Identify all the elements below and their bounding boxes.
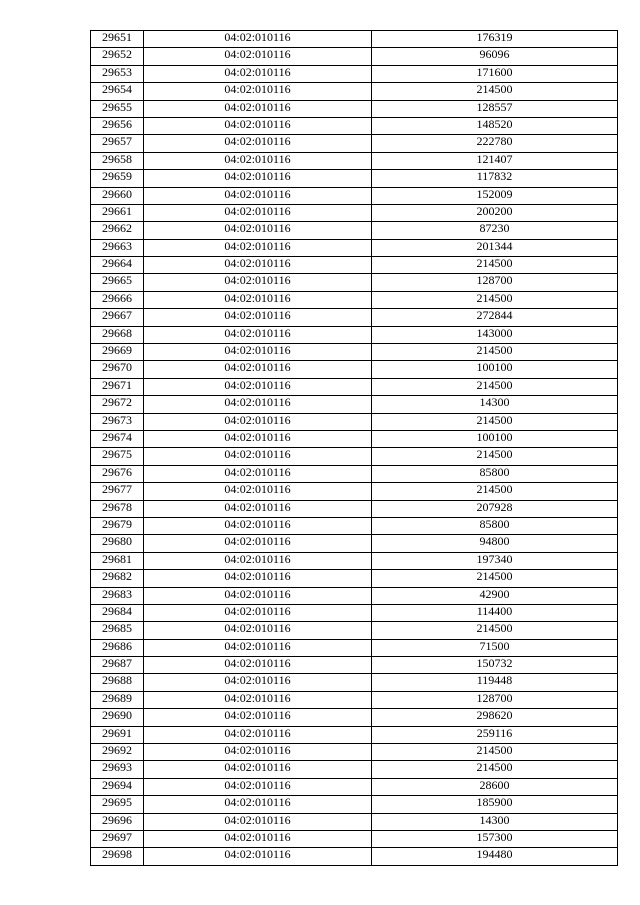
value-cell: 100100 bbox=[372, 430, 618, 447]
cadastral-code-cell: 04:02:010116 bbox=[144, 622, 372, 639]
cadastral-code-cell: 04:02:010116 bbox=[144, 117, 372, 134]
cadastral-code-cell: 04:02:010116 bbox=[144, 257, 372, 274]
cadastral-code-cell: 04:02:010116 bbox=[144, 222, 372, 239]
cadastral-code-cell: 04:02:010116 bbox=[144, 778, 372, 795]
cadastral-code-cell: 04:02:010116 bbox=[144, 587, 372, 604]
row-number-cell: 29695 bbox=[91, 796, 144, 813]
value-cell: 28600 bbox=[372, 778, 618, 795]
cadastral-code-cell: 04:02:010116 bbox=[144, 204, 372, 221]
table-row bbox=[91, 344, 618, 361]
cadastral-code-cell: 04:02:010116 bbox=[144, 848, 372, 865]
cadastral-code-cell: 04:02:010116 bbox=[144, 465, 372, 482]
value-cell: 214500 bbox=[372, 257, 618, 274]
value-cell: 214500 bbox=[372, 448, 618, 465]
cadastral-code-cell: 04:02:010116 bbox=[144, 170, 372, 187]
row-number-cell: 29692 bbox=[91, 744, 144, 761]
row-number-cell: 29676 bbox=[91, 465, 144, 482]
cadastral-code-cell: 04:02:010116 bbox=[144, 552, 372, 569]
table-row bbox=[91, 83, 618, 100]
cadastral-code-cell: 04:02:010116 bbox=[144, 291, 372, 308]
table-row bbox=[91, 604, 618, 621]
table-row bbox=[91, 483, 618, 500]
cadastral-code-cell: 04:02:010116 bbox=[144, 361, 372, 378]
cadastral-code-cell: 04:02:010116 bbox=[144, 430, 372, 447]
row-number-cell: 29678 bbox=[91, 500, 144, 517]
row-number-cell: 29653 bbox=[91, 65, 144, 82]
row-number-cell: 29654 bbox=[91, 83, 144, 100]
cadastral-code-cell: 04:02:010116 bbox=[144, 100, 372, 117]
value-cell: 71500 bbox=[372, 639, 618, 656]
value-cell: 185900 bbox=[372, 796, 618, 813]
table-row bbox=[91, 413, 618, 430]
cadastral-code-cell: 04:02:010116 bbox=[144, 483, 372, 500]
value-cell: 197340 bbox=[372, 552, 618, 569]
value-cell: 214500 bbox=[372, 378, 618, 395]
table-row bbox=[91, 430, 618, 447]
row-number-cell: 29670 bbox=[91, 361, 144, 378]
row-number-cell: 29658 bbox=[91, 152, 144, 169]
value-cell: 171600 bbox=[372, 65, 618, 82]
row-number-cell: 29683 bbox=[91, 587, 144, 604]
cadastral-code-cell: 04:02:010116 bbox=[144, 500, 372, 517]
value-cell: 128700 bbox=[372, 274, 618, 291]
table-row bbox=[91, 65, 618, 82]
table-row bbox=[91, 361, 618, 378]
row-number-cell: 29651 bbox=[91, 31, 144, 48]
records-table-body bbox=[91, 31, 618, 866]
cadastral-code-cell: 04:02:010116 bbox=[144, 796, 372, 813]
cadastral-code-cell: 04:02:010116 bbox=[144, 535, 372, 552]
value-cell: 157300 bbox=[372, 830, 618, 847]
row-number-cell: 29667 bbox=[91, 309, 144, 326]
cadastral-code-cell: 04:02:010116 bbox=[144, 570, 372, 587]
row-number-cell: 29660 bbox=[91, 187, 144, 204]
table-row bbox=[91, 239, 618, 256]
row-number-cell: 29668 bbox=[91, 326, 144, 343]
cadastral-code-cell: 04:02:010116 bbox=[144, 344, 372, 361]
value-cell: 114400 bbox=[372, 604, 618, 621]
value-cell: 128557 bbox=[372, 100, 618, 117]
table-row bbox=[91, 639, 618, 656]
row-number-cell: 29663 bbox=[91, 239, 144, 256]
row-number-cell: 29674 bbox=[91, 430, 144, 447]
cadastral-code-cell: 04:02:010116 bbox=[144, 135, 372, 152]
value-cell: 272844 bbox=[372, 309, 618, 326]
cadastral-code-cell: 04:02:010116 bbox=[144, 378, 372, 395]
row-number-cell: 29669 bbox=[91, 344, 144, 361]
value-cell: 143000 bbox=[372, 326, 618, 343]
cadastral-code-cell: 04:02:010116 bbox=[144, 83, 372, 100]
cadastral-code-cell: 04:02:010116 bbox=[144, 726, 372, 743]
row-number-cell: 29697 bbox=[91, 830, 144, 847]
value-cell: 214500 bbox=[372, 291, 618, 308]
table-row bbox=[91, 517, 618, 534]
table-row bbox=[91, 222, 618, 239]
value-cell: 214500 bbox=[372, 483, 618, 500]
cadastral-code-cell: 04:02:010116 bbox=[144, 274, 372, 291]
value-cell: 207928 bbox=[372, 500, 618, 517]
value-cell: 85800 bbox=[372, 517, 618, 534]
value-cell: 214500 bbox=[372, 761, 618, 778]
cadastral-code-cell: 04:02:010116 bbox=[144, 239, 372, 256]
row-number-cell: 29671 bbox=[91, 378, 144, 395]
row-number-cell: 29659 bbox=[91, 170, 144, 187]
table-row bbox=[91, 535, 618, 552]
row-number-cell: 29665 bbox=[91, 274, 144, 291]
value-cell: 119448 bbox=[372, 674, 618, 691]
table-row bbox=[91, 726, 618, 743]
table-row bbox=[91, 500, 618, 517]
value-cell: 148520 bbox=[372, 117, 618, 134]
cadastral-code-cell: 04:02:010116 bbox=[144, 674, 372, 691]
row-number-cell: 29688 bbox=[91, 674, 144, 691]
table-row bbox=[91, 117, 618, 134]
value-cell: 96096 bbox=[372, 48, 618, 65]
value-cell: 194480 bbox=[372, 848, 618, 865]
value-cell: 150732 bbox=[372, 657, 618, 674]
row-number-cell: 29679 bbox=[91, 517, 144, 534]
value-cell: 128700 bbox=[372, 691, 618, 708]
cadastral-code-cell: 04:02:010116 bbox=[144, 639, 372, 656]
table-row bbox=[91, 657, 618, 674]
cadastral-code-cell: 04:02:010116 bbox=[144, 709, 372, 726]
cadastral-code-cell: 04:02:010116 bbox=[144, 517, 372, 534]
table-row bbox=[91, 448, 618, 465]
row-number-cell: 29691 bbox=[91, 726, 144, 743]
row-number-cell: 29652 bbox=[91, 48, 144, 65]
table-row bbox=[91, 465, 618, 482]
row-number-cell: 29682 bbox=[91, 570, 144, 587]
value-cell: 214500 bbox=[372, 744, 618, 761]
cadastral-code-cell: 04:02:010116 bbox=[144, 448, 372, 465]
cadastral-code-cell: 04:02:010116 bbox=[144, 813, 372, 830]
row-number-cell: 29698 bbox=[91, 848, 144, 865]
row-number-cell: 29685 bbox=[91, 622, 144, 639]
value-cell: 121407 bbox=[372, 152, 618, 169]
row-number-cell: 29672 bbox=[91, 396, 144, 413]
table-row bbox=[91, 274, 618, 291]
row-number-cell: 29661 bbox=[91, 204, 144, 221]
cadastral-code-cell: 04:02:010116 bbox=[144, 830, 372, 847]
value-cell: 214500 bbox=[372, 570, 618, 587]
cadastral-code-cell: 04:02:010116 bbox=[144, 187, 372, 204]
row-number-cell: 29655 bbox=[91, 100, 144, 117]
value-cell: 176319 bbox=[372, 31, 618, 48]
row-number-cell: 29673 bbox=[91, 413, 144, 430]
table-row bbox=[91, 396, 618, 413]
table-row bbox=[91, 709, 618, 726]
value-cell: 14300 bbox=[372, 813, 618, 830]
row-number-cell: 29675 bbox=[91, 448, 144, 465]
table-row bbox=[91, 48, 618, 65]
value-cell: 85800 bbox=[372, 465, 618, 482]
row-number-cell: 29680 bbox=[91, 535, 144, 552]
table-row bbox=[91, 378, 618, 395]
table-row bbox=[91, 830, 618, 847]
table-row bbox=[91, 813, 618, 830]
cadastral-code-cell: 04:02:010116 bbox=[144, 48, 372, 65]
row-number-cell: 29689 bbox=[91, 691, 144, 708]
value-cell: 14300 bbox=[372, 396, 618, 413]
row-number-cell: 29656 bbox=[91, 117, 144, 134]
cadastral-code-cell: 04:02:010116 bbox=[144, 309, 372, 326]
table-row bbox=[91, 326, 618, 343]
table-row bbox=[91, 778, 618, 795]
table-row bbox=[91, 187, 618, 204]
row-number-cell: 29677 bbox=[91, 483, 144, 500]
cadastral-code-cell: 04:02:010116 bbox=[144, 152, 372, 169]
table-row bbox=[91, 257, 618, 274]
row-number-cell: 29694 bbox=[91, 778, 144, 795]
table-row bbox=[91, 622, 618, 639]
row-number-cell: 29664 bbox=[91, 257, 144, 274]
table-row bbox=[91, 152, 618, 169]
cadastral-code-cell: 04:02:010116 bbox=[144, 396, 372, 413]
table-row bbox=[91, 761, 618, 778]
value-cell: 298620 bbox=[372, 709, 618, 726]
row-number-cell: 29657 bbox=[91, 135, 144, 152]
table-row bbox=[91, 674, 618, 691]
cadastral-code-cell: 04:02:010116 bbox=[144, 761, 372, 778]
cadastral-code-cell: 04:02:010116 bbox=[144, 65, 372, 82]
cadastral-code-cell: 04:02:010116 bbox=[144, 604, 372, 621]
table-row bbox=[91, 100, 618, 117]
records-table bbox=[90, 30, 618, 866]
value-cell: 87230 bbox=[372, 222, 618, 239]
value-cell: 214500 bbox=[372, 622, 618, 639]
row-number-cell: 29693 bbox=[91, 761, 144, 778]
value-cell: 200200 bbox=[372, 204, 618, 221]
table-row bbox=[91, 744, 618, 761]
value-cell: 94800 bbox=[372, 535, 618, 552]
row-number-cell: 29690 bbox=[91, 709, 144, 726]
value-cell: 214500 bbox=[372, 83, 618, 100]
value-cell: 201344 bbox=[372, 239, 618, 256]
table-row bbox=[91, 291, 618, 308]
table-row bbox=[91, 31, 618, 48]
table-row bbox=[91, 170, 618, 187]
row-number-cell: 29686 bbox=[91, 639, 144, 656]
table-row bbox=[91, 848, 618, 865]
table-row bbox=[91, 552, 618, 569]
value-cell: 42900 bbox=[372, 587, 618, 604]
row-number-cell: 29666 bbox=[91, 291, 144, 308]
value-cell: 222780 bbox=[372, 135, 618, 152]
row-number-cell: 29662 bbox=[91, 222, 144, 239]
row-number-cell: 29684 bbox=[91, 604, 144, 621]
table-row bbox=[91, 570, 618, 587]
value-cell: 214500 bbox=[372, 413, 618, 430]
row-number-cell: 29696 bbox=[91, 813, 144, 830]
table-row bbox=[91, 691, 618, 708]
value-cell: 259116 bbox=[372, 726, 618, 743]
value-cell: 214500 bbox=[372, 344, 618, 361]
table-row bbox=[91, 309, 618, 326]
value-cell: 100100 bbox=[372, 361, 618, 378]
table-row bbox=[91, 796, 618, 813]
table-row bbox=[91, 587, 618, 604]
cadastral-code-cell: 04:02:010116 bbox=[144, 31, 372, 48]
table-row bbox=[91, 204, 618, 221]
row-number-cell: 29687 bbox=[91, 657, 144, 674]
value-cell: 117832 bbox=[372, 170, 618, 187]
value-cell: 152009 bbox=[372, 187, 618, 204]
row-number-cell: 29681 bbox=[91, 552, 144, 569]
cadastral-code-cell: 04:02:010116 bbox=[144, 744, 372, 761]
cadastral-code-cell: 04:02:010116 bbox=[144, 691, 372, 708]
cadastral-code-cell: 04:02:010116 bbox=[144, 413, 372, 430]
table-row bbox=[91, 135, 618, 152]
cadastral-code-cell: 04:02:010116 bbox=[144, 326, 372, 343]
cadastral-code-cell: 04:02:010116 bbox=[144, 657, 372, 674]
